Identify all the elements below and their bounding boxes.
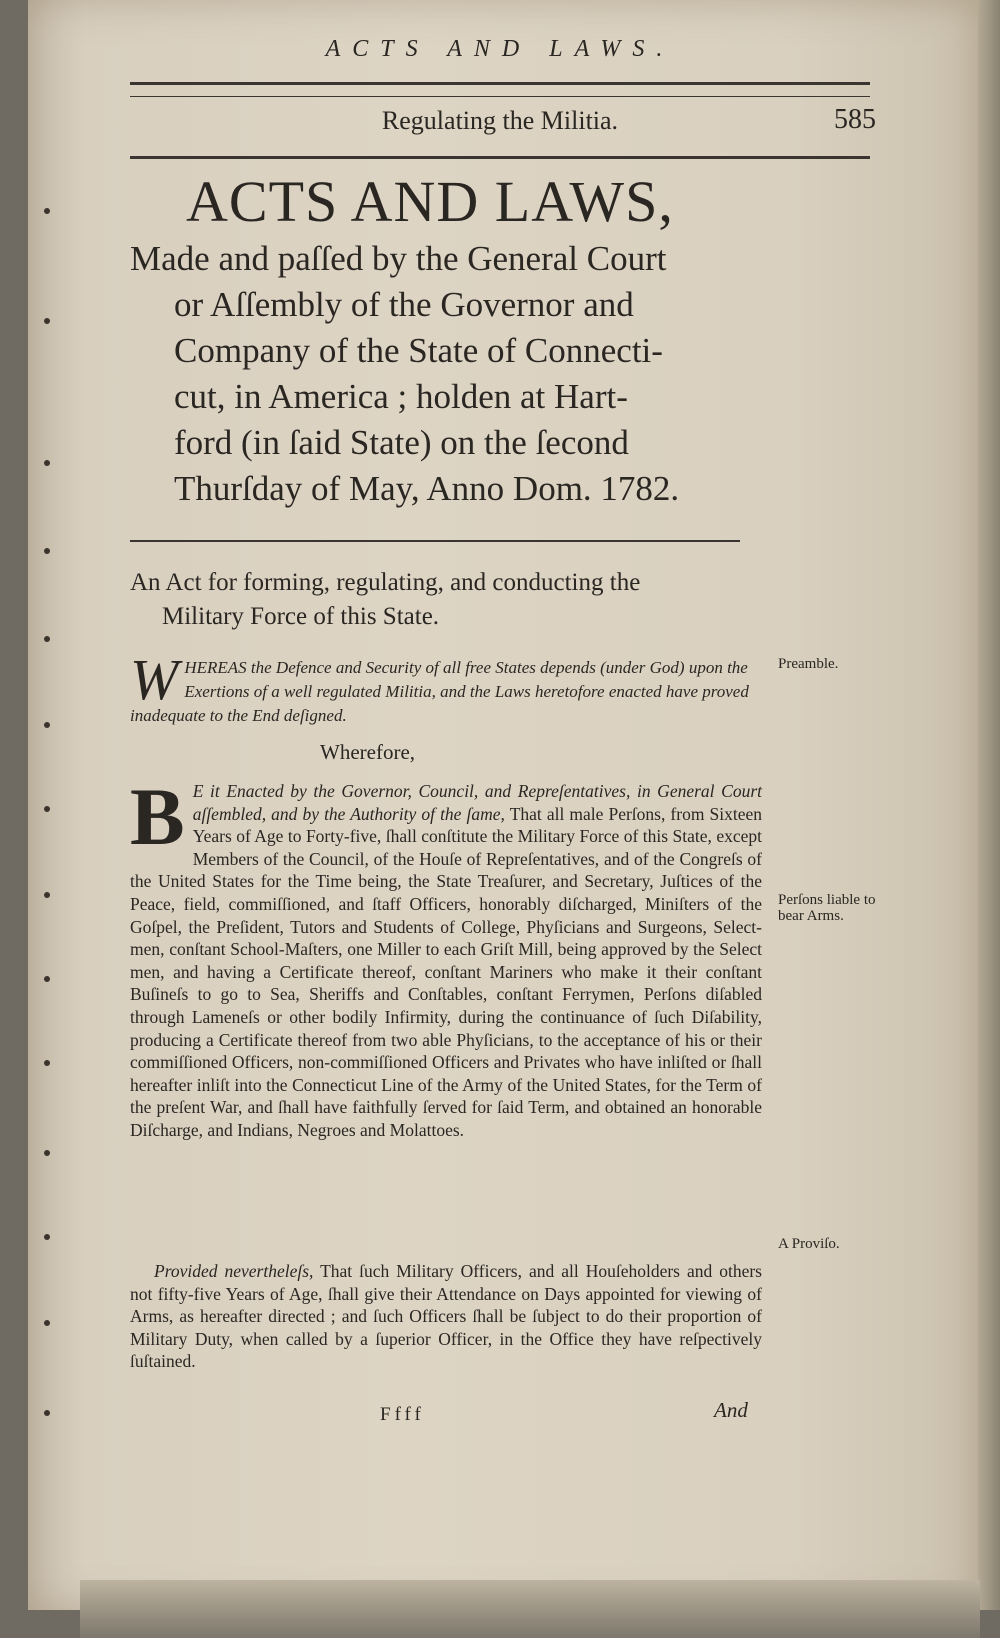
binding-hole	[44, 318, 50, 324]
header-rule	[130, 82, 870, 85]
binding-hole	[44, 722, 50, 728]
running-head: ACTS AND LAWS.	[325, 36, 675, 62]
proviso-paragraph	[130, 1260, 762, 1373]
intro-line: ford (in ſaid State) on the ſecond	[174, 423, 629, 462]
drop-cap: W	[130, 647, 179, 712]
intro-line: Thurſday of May, Anno Dom. 1782.	[174, 469, 680, 508]
subhead	[130, 104, 876, 144]
subhead-rule	[130, 156, 870, 159]
intro-line: Company of the State of Connecti-	[174, 331, 663, 370]
binding-hole	[44, 1060, 50, 1066]
drop-cap: B	[130, 771, 185, 862]
catchword: And	[714, 1398, 748, 1422]
binding-hole	[44, 1320, 50, 1326]
proviso-text: That ſuch Military Officers, and all Houſeholders and others not fifty-five Years of Age, ſhall give their Attendance on Days appointed for viewing of Arms, as hereafter directed ; and ſuch Officers ſhall be ſubject to do their proportion of Military Duty, when called by a ſuperior Officer, in the Office they have reſpectively ſuſtained.	[130, 1261, 762, 1372]
intro-paragraph	[130, 236, 760, 512]
margin-note-preamble: Preamble.	[778, 656, 839, 672]
binding-hole	[44, 976, 50, 982]
binding-hole	[44, 806, 50, 812]
margin-note-persons-liable: Perſons liable to bear Arms.	[778, 892, 876, 924]
signature-mark: Ffff	[380, 1404, 425, 1425]
act-title-line: Military Force of this State.	[162, 603, 440, 630]
preamble-paragraph	[130, 647, 760, 728]
binding-hole	[44, 548, 50, 554]
intro-line: or Aſſembly of the Governor and	[174, 285, 634, 324]
binding-hole	[44, 460, 50, 466]
page-bottom-edge	[80, 1580, 980, 1638]
enacting-text: That all male Perſons, from Sixteen Years of Age to Forty-five, ſhall conſtitute the Military Force of this State, except Members of the Council, of the Houſe of Repreſentatives, and of the Congreſs of the United States for the Time being, the State Treaſurer, and Secretary, Juſtices of the Peace, field, commiſſioned, and ſtaff Officers, honorably diſcharged, Miniſters of the Goſpel, the Preſident, Tutors and Students of College, Phyſicians and Surgeons, Select-men, conſtant School-Maſters, one Miller to each Griſt Mill, being approved by the Select men, and having a Certificate thereof, conſtant Mariners who make it their conſtant Buſineſs to go to Sea, Sheriffs and Conſtables, conſtant Ferrymen, Perſons diſabled through Lameneſs or other bodily Infirmity, during the continuance of ſuch Diſability, producing a Certificate thereof from two able Phyſicians, to the acceptance of his or their commiſſioned Officers, non-commiſſioned Officers and Privates who have inliſted or ſhall hereafter inliſt into the Connecticut Line of the Army of the United States, for the Term of the preſent War, and ſhall have faithfully ſerved for ſaid Term, and obtained an honorable Diſcharge, and Indians, Negroes and Molattoes.	[130, 803, 763, 1140]
wherefore: Wherefore,	[320, 740, 416, 764]
preamble-text: HEREAS the Defence and Security of all free States depends (under God) upon the Exertions of a well regulated Militia, and the Laws heretofore enacted have proved inadequate to the End deſigned.	[130, 658, 749, 725]
binding-hole	[44, 1234, 50, 1240]
header-rule-thin	[130, 96, 870, 97]
page-edge	[978, 0, 1000, 1610]
margin-note-proviso: A Proviſo.	[778, 1236, 840, 1252]
proviso-clause: Provided nevertheleſs,	[154, 1261, 314, 1281]
title-rule	[130, 540, 740, 542]
binding-hole	[44, 208, 50, 214]
binding-hole	[44, 1410, 50, 1416]
intro-line: Made and paſſed by the General Court	[130, 239, 667, 278]
page-number: 585	[834, 104, 876, 135]
act-title	[130, 566, 770, 634]
main-title: ACTS AND LAWS,	[186, 169, 674, 234]
intro-line: cut, in America ; holden at Hart-	[174, 377, 628, 416]
act-title-line: An Act for forming, regulating, and conducting the	[130, 569, 641, 596]
enacting-paragraph	[130, 771, 763, 1142]
binding-hole	[44, 1150, 50, 1156]
enacting-clause: E it Enacted by the Governor, Council, and Repreſentatives, in General Court aſſembled, and by the Authority of the ſame,	[192, 781, 762, 824]
binding-hole	[44, 892, 50, 898]
section-title: Regulating the Militia.	[381, 106, 619, 135]
binding-hole	[44, 636, 50, 642]
